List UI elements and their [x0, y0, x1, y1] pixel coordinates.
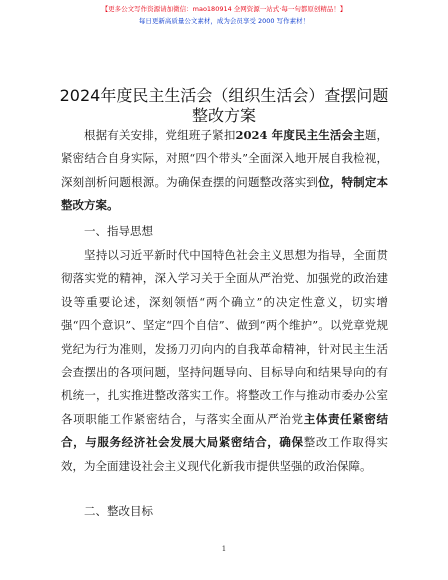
- intro-paragraph: [61, 124, 388, 218]
- intro-bold-text-2: 位，特制定本整改方案。: [61, 174, 389, 213]
- page-number: 1: [221, 545, 227, 553]
- guiding-ideology-paragraph: [61, 244, 388, 478]
- intro-text-part-1: 根据有关安排，党组班子紧扣: [84, 128, 236, 142]
- promo-banner-line-2: 每日更新高质量公文素材，成为会员享受 2000 写作素材！: [138, 17, 310, 25]
- intro-text-part-2: 题，紧密结合自身实际，对照“四个带头”全面深入地开展自我检视，深刻剖析问题根源。为确保查摆的问题整改落实到: [61, 128, 388, 189]
- guiding-bold-text: 主体责任紧密结合，与服务经济社会发展大局紧密结合，确保: [61, 411, 389, 450]
- section-heading-rectification-goals: 二、整改目标: [84, 504, 153, 518]
- document-title-line-2: 整改方案: [191, 106, 256, 125]
- intro-bold-text-1: 2024 年度民主生活会主: [235, 128, 365, 142]
- document-title-line-1: 2024年度民主生活会（组织生活会）查摆问题: [59, 86, 389, 105]
- guiding-text-part-2: 整改工作取得实效，为全面建设社会主义现代化新我市提供坚强的政治保障。: [61, 435, 389, 473]
- guiding-text-part-1: 坚持以习近平新时代中国特色社会主义思想为指导，全面贯彻落实党的精神，深入学习关于全面从严治党、加强党的政治建设等重要论述，深刻领悟“两个确立”的决定性意义，切实增强“四个意识”、坚定“四个自信”、做到“两个维护”。以党章党规党纪为行为准则，发扬刀刃向内的自我革命精神，针对民主生活会查摆出的各项问题，坚持问题导向、目标导向和结果导向的有机统一，扎实推进整改落实工作。将整改工作与推动市委办公室各项职能工作紧密结合，与落实全面从严治党: [61, 248, 388, 426]
- promo-banner-line-1: 【更多公文写作资源请加微信：mao180914 全网资源一站式·每一句都原创精品！】: [101, 5, 347, 13]
- section-heading-guiding-ideology: 一、指导思想: [84, 224, 153, 238]
